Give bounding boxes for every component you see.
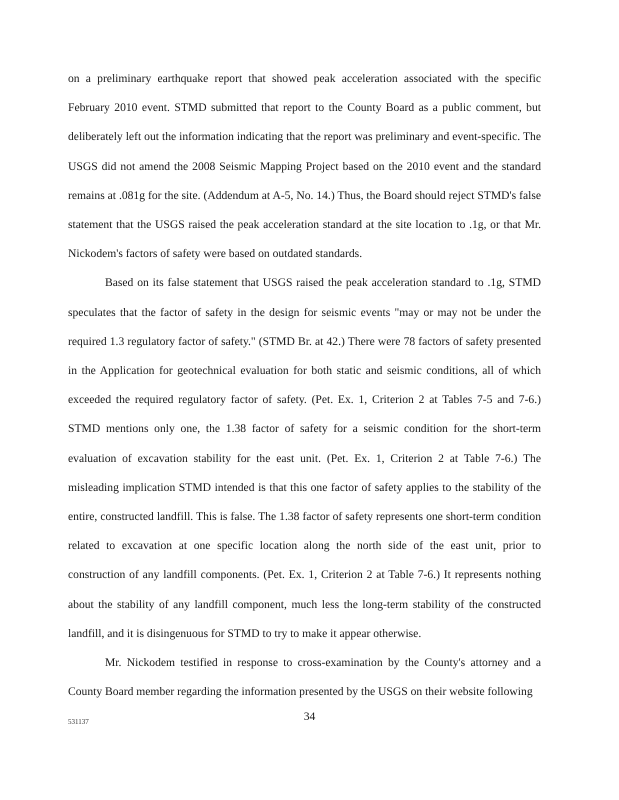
document-id: 531137 <box>68 718 89 726</box>
body-text <box>68 64 541 706</box>
page-number: 34 <box>303 710 316 723</box>
paragraph: Mr. Nickodem testified in response to cross-examination by the County's attorney and a County Board member regarding the information presented by the USGS on their website following <box>68 656 541 699</box>
paragraph: Based on its false statement that USGS raised the peak acceleration standard to .1g, STMD speculates that the factor of safety in the design for seismic events "may or may not be under the required 1.3 regulatory factor of safety." (STMD Br. at 42.) There were 78 factors of safety presented in the Application for geotechnical evaluation for both static and seismic conditions, all of which exceeded the required regulatory factor of safety. (Pet. Ex. 1, Criterion 2 at Tables 7-5 and 7-6.) STMD mentions only one, the 1.38 factor of safety for a seismic condition for the short-term evaluation of excavation stability for the east unit. (Pet. Ex. 1, Criterion 2 at Table 7-6.) The misleading implication STMD intended is that this one factor of safety applies to the stability of the entire, constructed landfill. This is false. The 1.38 factor of safety represents one short-term condition related to excavation at one specific location along the north side of the east unit, prior to construction of any landfill components. (Pet. Ex. 1, Criterion 2 at Table 7-6.) It represents nothing about the stability of any landfill component, much less the long-term stability of the constructed landfill, and it is disingenuous for STMD to try to make it appear otherwise. <box>68 276 541 640</box>
paragraph-continued: on a preliminary earthquake report that showed peak acceleration associated with the specific February 2010 event. STMD submitted that report to the County Board as a public comment, but deliberately left out the information indicating that the report was preliminary and event-specific. The USGS did not amend the 2008 Seismic Mapping Project based on the 2010 event and the standard remains at .081g for the site. (Addendum at A-5, No. 14.) Thus, the Board should reject STMD's false statement that the USGS raised the peak acceleration standard at the site location to .1g, or that Mr. Nickodem's factors of safety were based on outdated standards. <box>68 72 541 261</box>
